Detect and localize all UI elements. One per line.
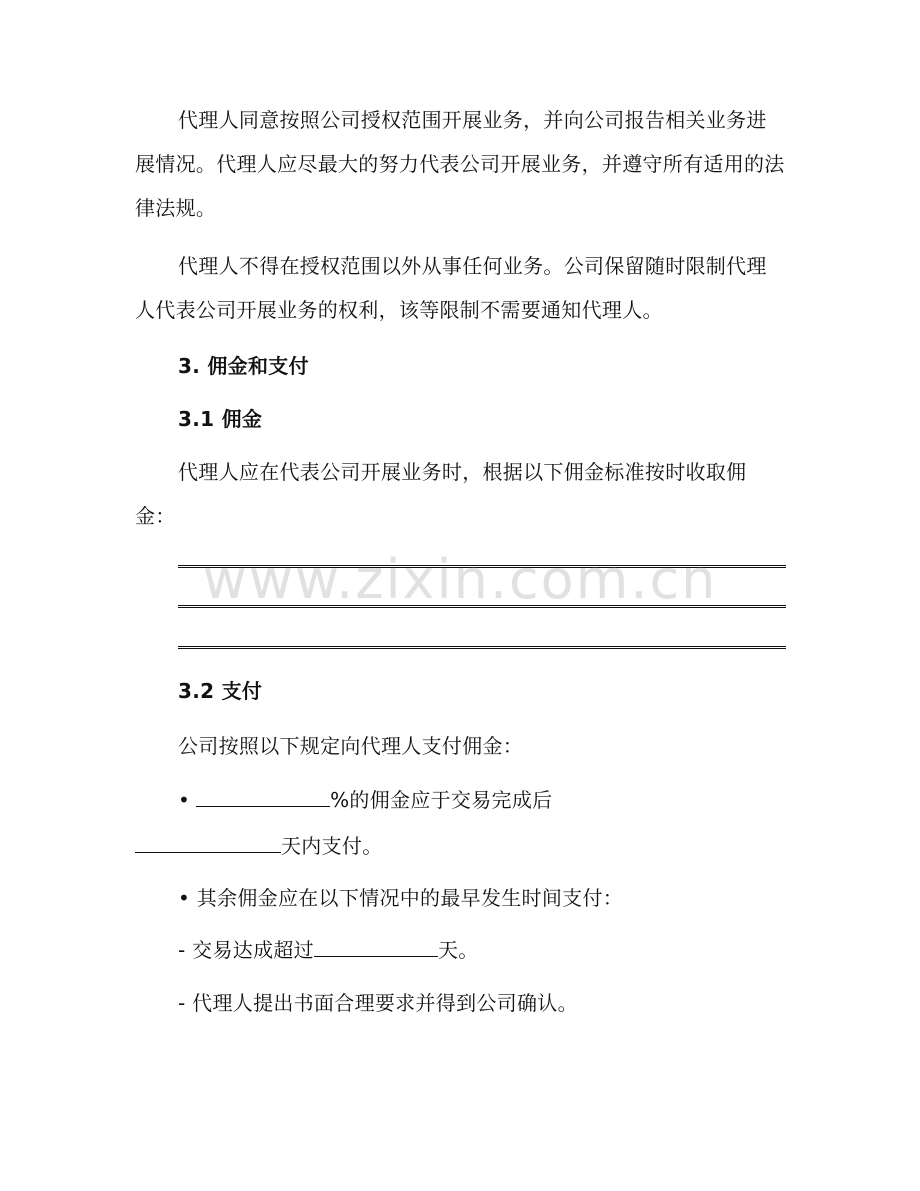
paragraph-agent-scope: 代理人同意按照公司授权范围开展业务，并向公司报告相关业务进展情况。代理人应尽最大的努力代表公司开展业务，并遵守所有适用的法律法规。 (135, 108, 785, 220)
payment-sub-item-1 (178, 935, 479, 965)
transaction-days-blank (314, 938, 438, 957)
paragraph-commission: 代理人应在代表公司开展业务时，根据以下佣金标准按时收取佣金： (135, 460, 747, 528)
paragraph-agent-restriction: 代理人不得在授权范围以外从事任何业务。公司保留随时限制代理人代表公司开展业务的权利，该等限制不需要通知代理人。 (135, 254, 767, 322)
watermark: www.zixin.com.cn (202, 548, 718, 611)
percent-blank (196, 788, 330, 807)
payment-bullet-1-continued (135, 831, 383, 861)
heading-section-3: 3. 佣金和支付 (178, 354, 309, 378)
heading-section-3-1: 3.1 佣金 (178, 407, 263, 431)
commission-blank-line-3 (178, 646, 786, 649)
payment-intro: 公司按照以下规定向代理人支付佣金： (178, 734, 524, 758)
payment-sub-item-2: - 代理人提出书面合理要求并得到公司确认。 (178, 991, 578, 1015)
commission-blank-line-1 (178, 565, 786, 568)
payment-bullet-2: • 其余佣金应在以下情况中的最早发生时间支付： (178, 886, 624, 910)
sub-item-1-prefix: - 交易达成超过 (178, 938, 314, 962)
payment-bullet-1 (178, 785, 552, 815)
payment-bullet-1-text: %的佣金应于交易完成后 (330, 788, 553, 812)
bullet-marker: • (178, 788, 191, 812)
days-blank (135, 834, 281, 853)
commission-blank-line-2 (178, 605, 786, 608)
payment-bullet-1-cont-text: 天内支付。 (281, 834, 383, 858)
sub-item-1-suffix: 天。 (437, 938, 479, 962)
heading-section-3-2: 3.2 支付 (178, 679, 263, 703)
